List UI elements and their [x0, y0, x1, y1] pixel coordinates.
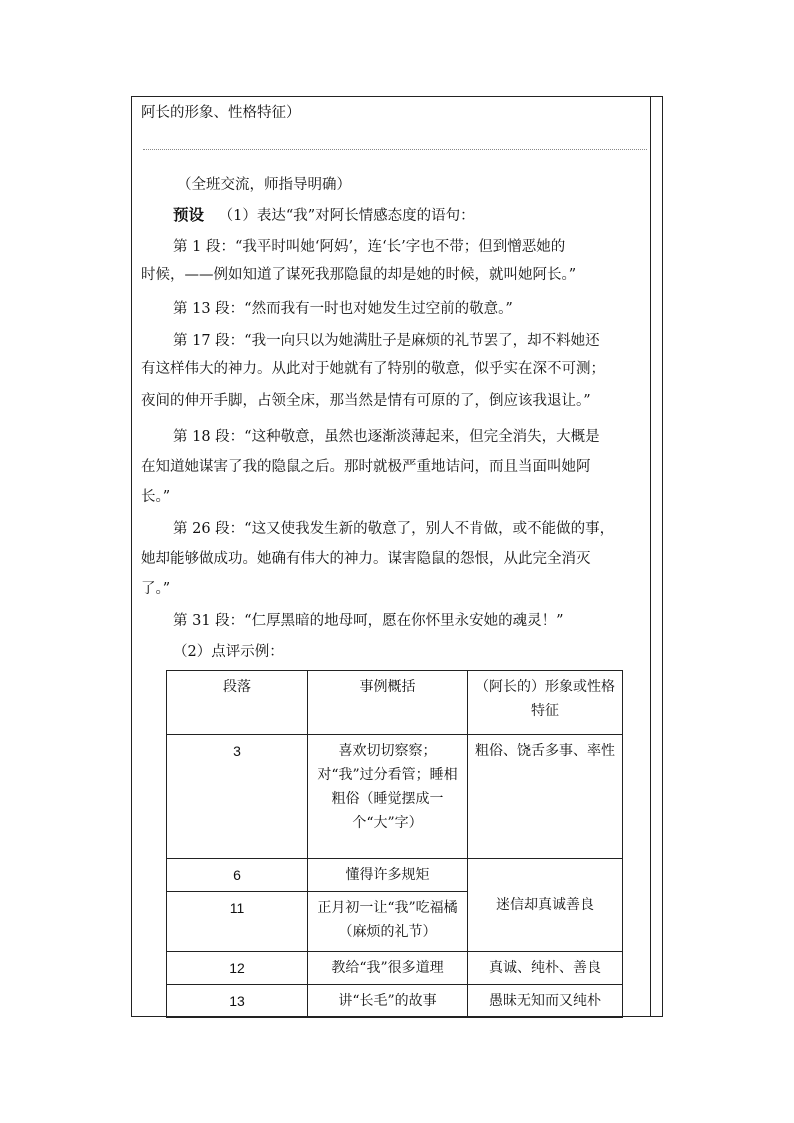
- quote-line: 夜间的伸开手脚，占领全床，那当然是情有可原的了，倒应该我退让。”: [141, 393, 591, 409]
- header-cell: （阿长的）形象或性格特征: [468, 671, 623, 735]
- trait-cell: 真诚、纯朴、善良: [468, 952, 623, 985]
- trait-cell: 迷信却真诚善良: [468, 859, 623, 952]
- quote-line: 在知道她谋害了我的隐鼠之后。那时就极严重地诘问，而且当面叫她阿: [141, 459, 591, 475]
- quote-line: 第 13 段：“然而我有一时也对她发生过空前的敬意。”: [173, 301, 513, 317]
- paragraph-cell: 11: [167, 892, 308, 952]
- table-row: [167, 985, 623, 1018]
- quote-line: 了。”: [141, 581, 171, 597]
- quote-line: 第 18 段：“这种敬意，虽然也逐渐淡薄起来，但完全消失，大概是: [173, 429, 600, 445]
- quote-line: 长。”: [141, 489, 171, 505]
- quote-line: 第 1 段：“我平时叫她‘阿妈’，连‘长’字也不带；但到憎恶她的: [173, 239, 566, 255]
- preset-text: （1）表达“我”对阿长情感态度的语句：: [218, 208, 475, 224]
- table-row: [167, 859, 623, 892]
- paragraph-cell: 12: [167, 952, 308, 985]
- column-divider: [650, 97, 651, 1016]
- comment-label: （2）点评示例：: [173, 644, 284, 660]
- intro-line: 阿长的形象、性格特征）: [141, 105, 301, 121]
- paragraph-cell: 13: [167, 985, 308, 1018]
- dotted-separator: [143, 149, 647, 150]
- paragraph-cell: 6: [167, 859, 308, 892]
- quote-line: 第 26 段：“这又使我发生新的敬意了，别人不肯做，或不能做的事，: [173, 521, 615, 537]
- preset-line: [173, 205, 475, 226]
- quote-line: 时候，——例如知道了谋死我那隐鼠的却是她的时候，就叫她阿长。”: [141, 267, 577, 283]
- preset-label: 预设: [173, 205, 205, 224]
- discussion-note: （全班交流，师指导明确）: [177, 177, 351, 193]
- quote-line: 第 31 段：“仁厚黑暗的地母呵，愿在你怀里永安她的魂灵！”: [173, 613, 564, 629]
- table-row: [167, 735, 623, 859]
- event-cell: 正月初一让“我”吃福橘（麻烦的礼节）: [308, 892, 468, 952]
- trait-cell: 粗俗、饶舌多事、率性: [468, 735, 623, 859]
- event-cell: 讲“长毛”的故事: [308, 985, 468, 1018]
- event-cell: 教给“我”很多道理: [308, 952, 468, 985]
- trait-cell: 愚昧无知而又纯朴: [468, 985, 623, 1018]
- event-cell: 懂得许多规矩: [308, 859, 468, 892]
- header-cell: 段落: [167, 671, 308, 735]
- header-cell: 事例概括: [308, 671, 468, 735]
- lesson-plan-frame: [131, 96, 663, 1017]
- table-row: [167, 952, 623, 985]
- table-header-row: [167, 671, 623, 735]
- event-cell: 喜欢切切察察；对“我”过分看管；睡相粗俗（睡觉摆成一个“大”字）: [308, 735, 468, 859]
- comment-table: [166, 670, 623, 1018]
- quote-line: 有这样伟大的神力。从此对于她就有了特别的敬意，似乎实在深不可测；: [141, 361, 605, 377]
- quote-line: 她却能够做成功。她确有伟大的神力。谋害隐鼠的怨恨，从此完全消灭: [141, 551, 591, 567]
- paragraph-cell: 3: [167, 735, 308, 859]
- quote-line: 第 17 段：“我一向只以为她满肚子是麻烦的礼节罢了，却不料她还: [173, 333, 600, 349]
